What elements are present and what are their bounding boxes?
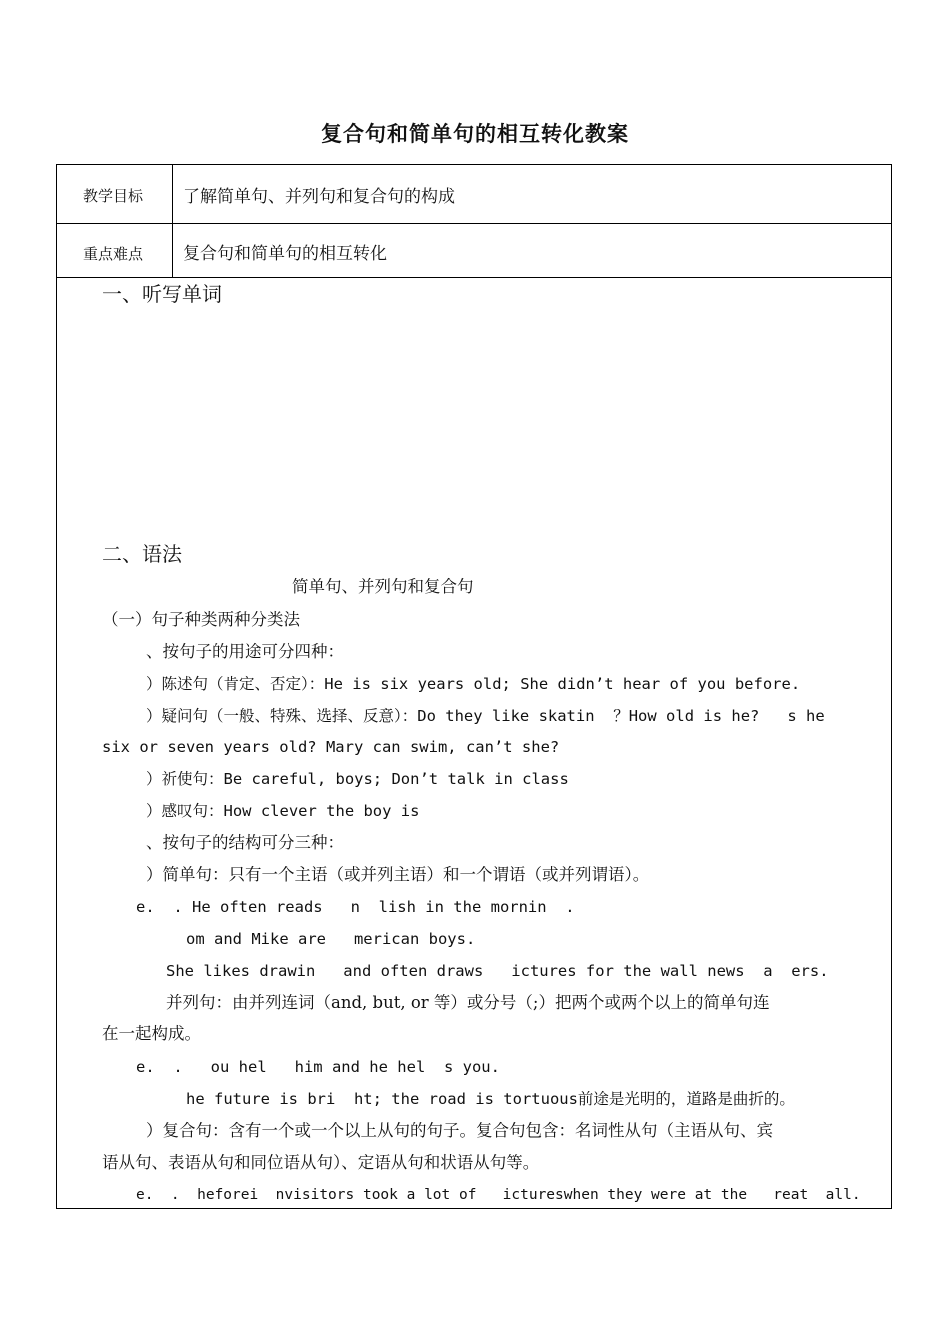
- text-line: e. . ou hel him and he hel s you.: [136, 1058, 500, 1076]
- text-line: om and Mike are merican boys.: [186, 930, 476, 948]
- text-line: e. . heforei nvisitors took a lot of ictureswhen they were at the reat all.: [136, 1187, 861, 1203]
- text-line: 在一起构成。: [102, 1024, 201, 1043]
- row-label-keypoints: 重点难点: [83, 245, 144, 263]
- section-heading-dictation: 一、听写单词: [102, 282, 222, 306]
- text-line: 语从句、表语从句和同位语从句）、定语从句和状语从句等。: [102, 1153, 540, 1172]
- text-line: ）疑问句（一般、特殊、选择、反意）：Do they like skatin ？How old is he? s he: [146, 707, 825, 725]
- text-line: ）复合句：含有一个或一个以上从句的句子。复合句包含：名词性从句（主语从句、宾: [146, 1121, 773, 1140]
- row-divider: [57, 223, 891, 224]
- text-line: he future is bri ht; the road is tortuous前途是光明的，道路是曲折的。: [186, 1090, 795, 1108]
- subtitle: 简单句、并列句和复合句: [292, 577, 474, 596]
- row-content-keypoints: 复合句和简单句的相互转化: [183, 244, 387, 264]
- row-label-objective: 教学目标: [83, 187, 144, 205]
- section-heading-grammar: 二、语法: [102, 542, 182, 566]
- text-line: e. . He often reads n lish in the mornin .: [136, 898, 575, 916]
- text-line: 、按句子的结构可分三种：: [146, 833, 344, 852]
- page-title: 复合句和简单句的相互转化教案: [321, 122, 629, 146]
- text-line: ）祈使句：Be careful, boys; Don’t talk in class: [146, 770, 569, 788]
- text-line: （一）句子种类两种分类法: [102, 610, 300, 629]
- text-line: ）感叹句：How clever the boy is: [146, 802, 420, 820]
- text-line: ）陈述句（肯定、否定）：He is six years old; She didn’t hear of you before.: [146, 675, 801, 693]
- text-line: 、按句子的用途可分四种：: [146, 642, 344, 661]
- row-content-objective: 了解简单句、并列句和复合句的构成: [183, 187, 455, 207]
- text-line: ）简单句：只有一个主语（或并列主语）和一个谓语（或并列谓语）。: [146, 865, 650, 884]
- text-line: six or seven years old? Mary can swim, can’t she?: [102, 738, 560, 756]
- column-divider: [172, 165, 173, 278]
- text-line: She likes drawin and often draws ictures for the wall news a ers.: [166, 962, 829, 980]
- text-line: 并列句：由并列连词（and, but, or 等）或分号（;）把两个或两个以上的简单句连: [166, 993, 770, 1012]
